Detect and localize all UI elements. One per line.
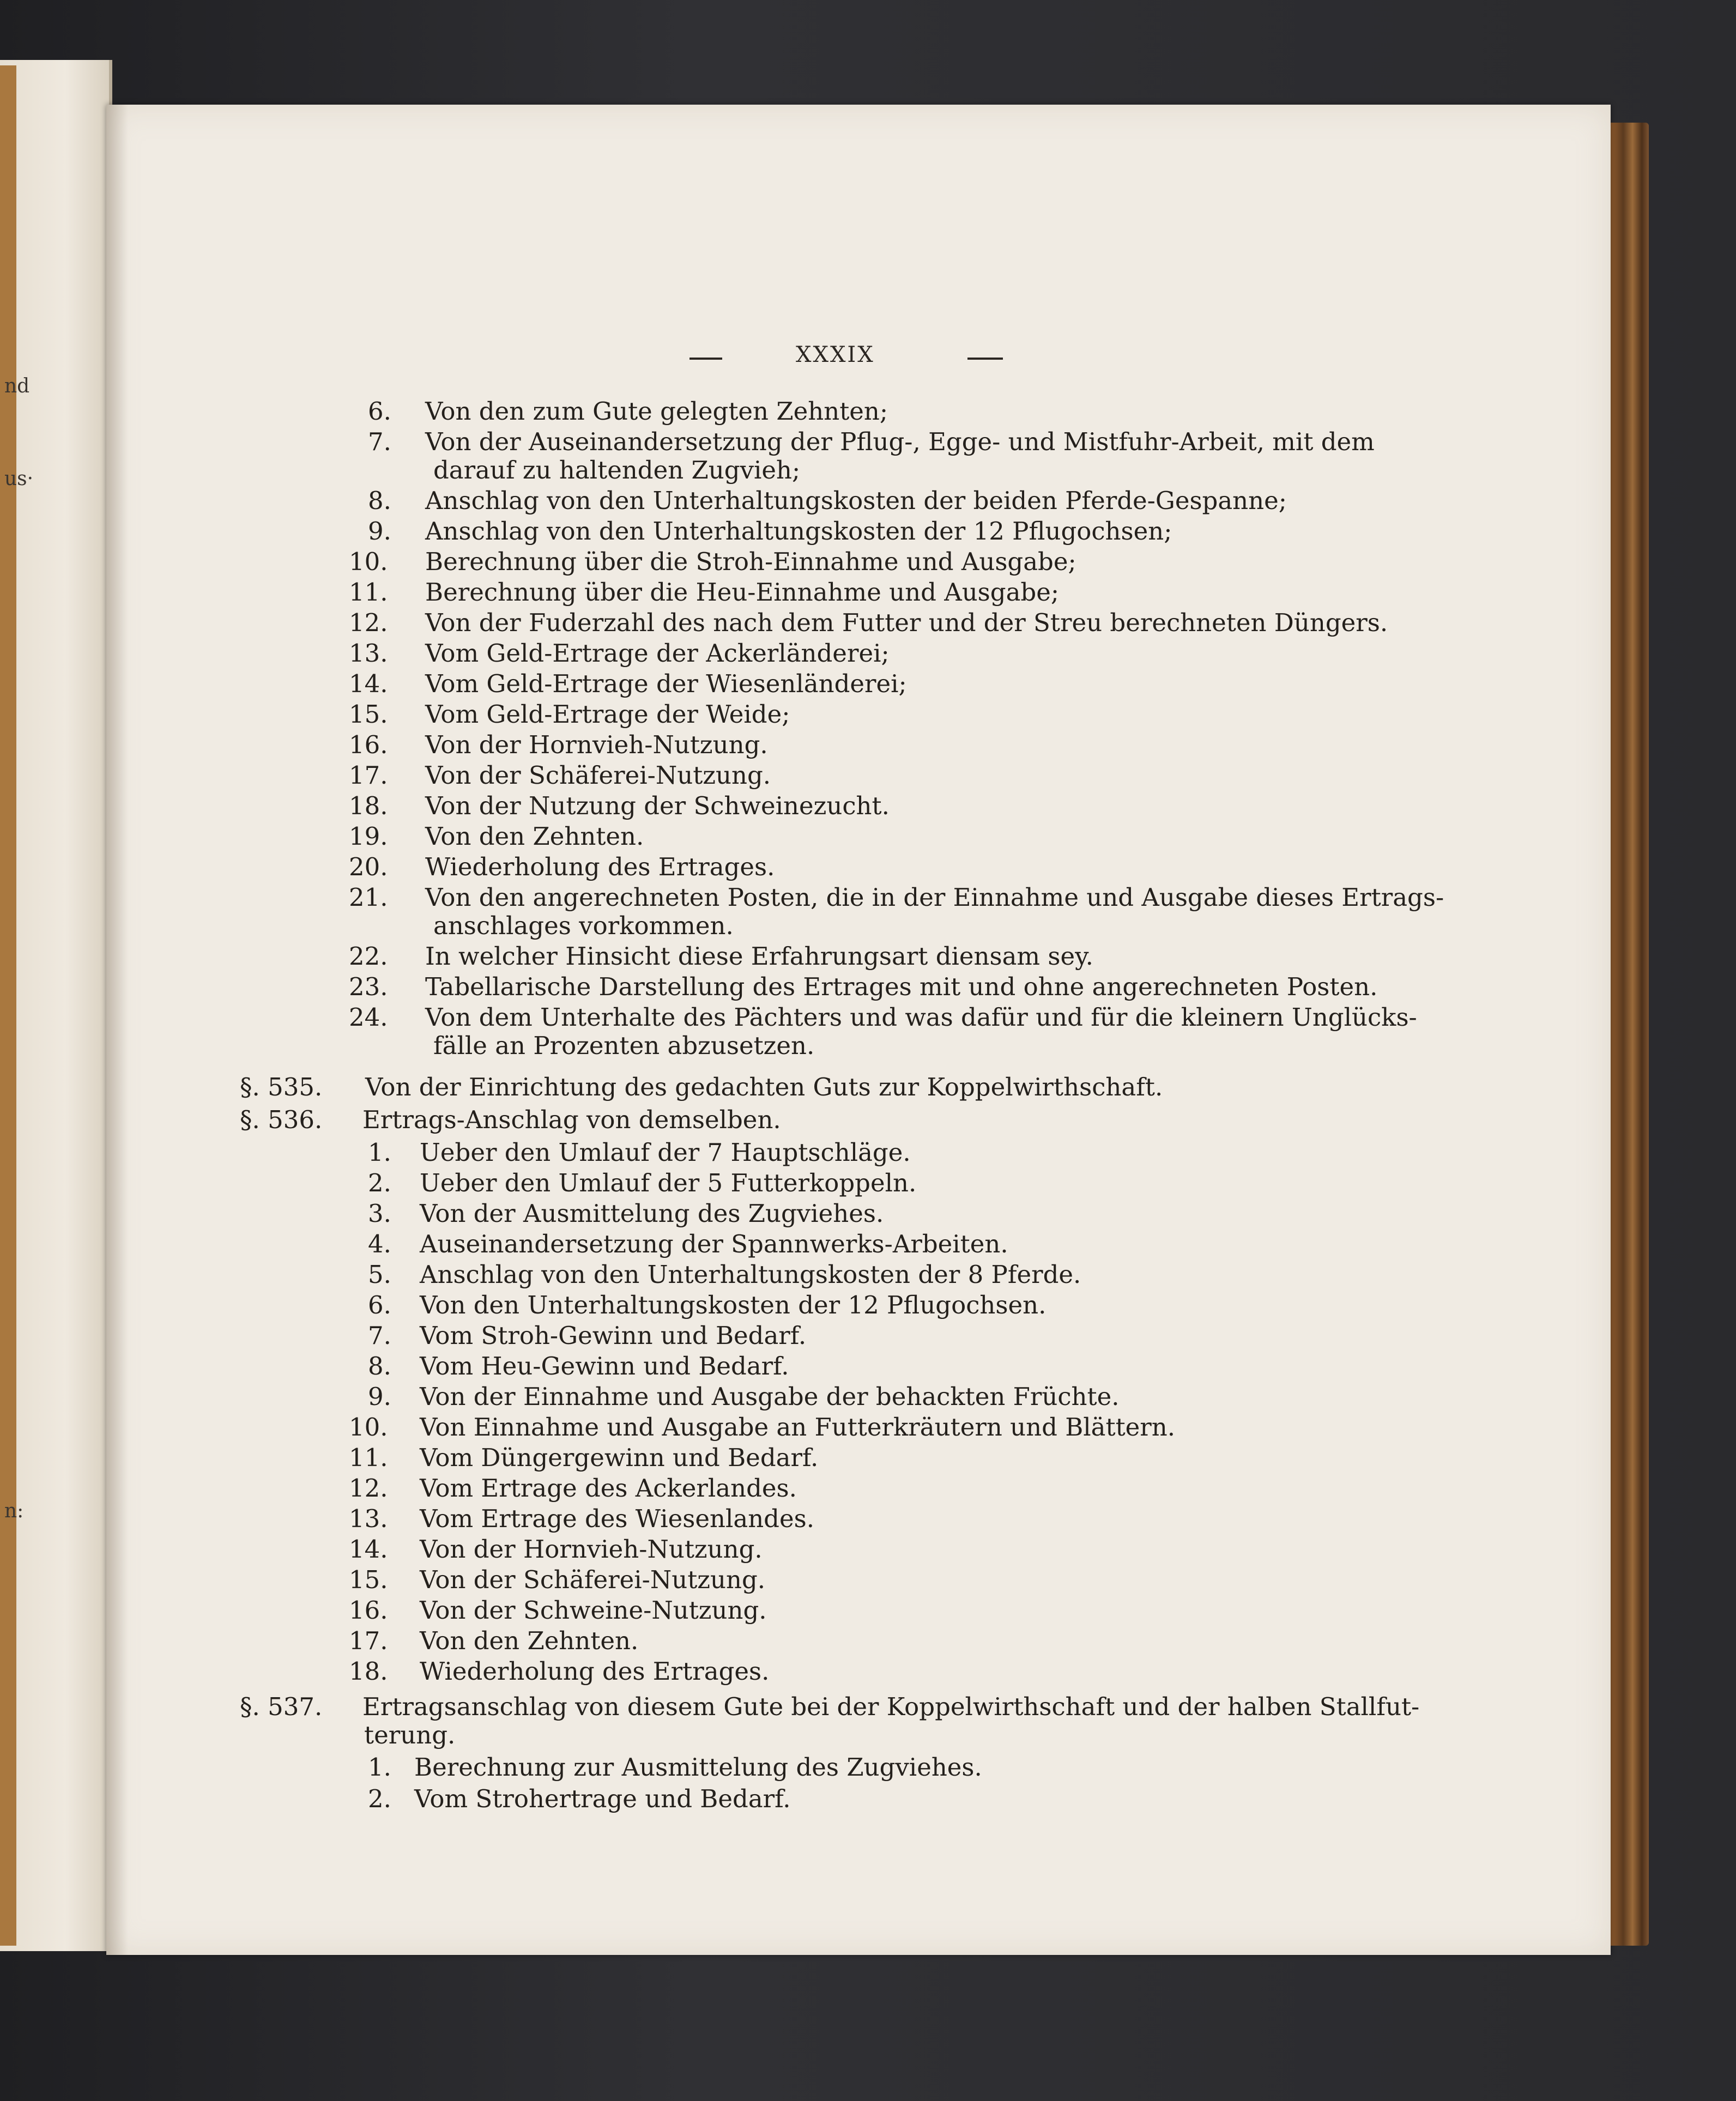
header-dash-left [689, 358, 722, 360]
list-item: Berechnung zur Ausmittelung des Zugviehes. [414, 1753, 982, 1782]
list-item: Von den Unterhaltungskosten der 12 Pflugochsen. [420, 1291, 1047, 1319]
list-item: Anschlag von den Unterhaltungskosten der 8 Pferde. [420, 1260, 1081, 1289]
list-item: Auseinandersetzung der Spannwerks-Arbeiten. [420, 1230, 1008, 1258]
list-item: In welcher Hinsicht diese Erfahrungsart diensam sey. [425, 942, 1093, 971]
section-title: Von der Einrichtung des gedachten Guts zur Koppelwirthschaft. [365, 1073, 1163, 1101]
list-item: Tabellarische Darstellung des Ertrages mit und ohne angerechneten Posten. [425, 972, 1378, 1001]
list-item: Von der Hornvieh-Nutzung. [420, 1535, 763, 1564]
left-page-fragment: n: [4, 1500, 24, 1522]
list-item-number: 11. [349, 1443, 388, 1472]
list-item-number: 15. [349, 1565, 388, 1594]
list-item-number: 18. [349, 791, 388, 820]
list-item: Berechnung über die Stroh-Einnahme und Ausgabe; [425, 547, 1076, 576]
gutter-shadow [106, 105, 128, 1955]
list-item-number: 12. [349, 1474, 388, 1503]
list-item-number: 17. [349, 1626, 388, 1655]
list-item-number: 7. [368, 427, 391, 456]
list-item-number: 11. [349, 578, 388, 607]
list-item-number: 24. [349, 1003, 388, 1032]
list-item-number: 13. [349, 1504, 388, 1533]
list-item-number: 23. [349, 972, 388, 1001]
list-item: Vom Ertrage des Ackerlandes. [420, 1474, 797, 1503]
list-item: Von den angerechneten Posten, die in der Einnahme und Ausgabe dieses Ertrags- [425, 883, 1444, 912]
list-item: Vom Geld-Ertrage der Ackerländerei; [425, 639, 890, 668]
list-item-number: 18. [349, 1657, 388, 1686]
list-item-number: 3. [368, 1199, 391, 1228]
list-item: Von den Zehnten. [420, 1626, 639, 1655]
list-item-number: 14. [349, 669, 388, 698]
list-item: Von der Schäferei-Nutzung. [425, 761, 771, 790]
list-item: Ueber den Umlauf der 7 Hauptschläge. [420, 1138, 911, 1167]
left-page-fragment: us· [4, 468, 34, 490]
list-item-continuation: anschlages vorkommen. [433, 911, 734, 940]
list-item: Von der Nutzung der Schweinezucht. [425, 791, 890, 820]
left-page-fragment: nd [4, 375, 30, 397]
section-label: §. 537. [240, 1692, 323, 1721]
left-cover-edge [0, 65, 16, 1946]
list-item-number: 9. [368, 517, 391, 546]
list-item-number: 1. [368, 1138, 391, 1167]
list-item-number: 7. [368, 1321, 391, 1350]
list-item: Von dem Unterhalte des Pächters und was dafür und für die kleinern Unglücks- [425, 1003, 1417, 1032]
section-label: §. 535. [240, 1073, 323, 1101]
list-item: Vom Heu-Gewinn und Bedarf. [420, 1352, 789, 1381]
list-item: Von der Schweine-Nutzung. [420, 1596, 767, 1625]
page-number: XXXIX [796, 342, 875, 367]
list-item: Ueber den Umlauf der 5 Futterkoppeln. [420, 1168, 917, 1197]
list-item-number: 14. [349, 1535, 388, 1564]
list-item: Vom Geld-Ertrage der Wiesenländerei; [425, 669, 907, 698]
list-item-number: 9. [368, 1382, 391, 1411]
list-item: Von Einnahme und Ausgabe an Futterkräutern und Blättern. [420, 1413, 1176, 1442]
list-item: Berechnung über die Heu-Einnahme und Ausgabe; [425, 578, 1060, 607]
list-item: Wiederholung des Ertrages. [420, 1657, 770, 1686]
list-item-number: 10. [349, 547, 388, 576]
list-item-number: 8. [368, 486, 391, 515]
list-item: Anschlag von den Unterhaltungskosten der beiden Pferde-Gespanne; [425, 486, 1287, 515]
list-item-number: 12. [349, 608, 388, 637]
list-item: Von der Schäferei-Nutzung. [420, 1565, 766, 1594]
list-item: Von der Fuderzahl des nach dem Futter und der Streu berechneten Düngers. [425, 608, 1388, 637]
list-item: Von der Auseinandersetzung der Pflug-, Egge- und Mistfuhr-Arbeit, mit dem [425, 427, 1375, 456]
list-item-number: 22. [349, 942, 388, 971]
list-item-number: 6. [368, 1291, 391, 1319]
left-page-edge [0, 60, 112, 1951]
list-item: Von der Einnahme und Ausgabe der behackten Früchte. [420, 1382, 1120, 1411]
list-item: Von den zum Gute gelegten Zehnten; [425, 397, 888, 426]
list-item-number: 6. [368, 397, 391, 426]
list-item: Wiederholung des Ertrages. [425, 852, 775, 881]
list-item: Vom Düngergewinn und Bedarf. [420, 1443, 819, 1472]
list-item-number: 17. [349, 761, 388, 790]
list-item-continuation: fälle an Prozenten abzusetzen. [433, 1031, 815, 1060]
section-title: Ertragsanschlag von diesem Gute bei der Koppelwirthschaft und der halben Stallfut- [362, 1692, 1420, 1721]
list-item: Vom Ertrage des Wiesenlandes. [420, 1504, 815, 1533]
list-item-number: 19. [349, 822, 388, 851]
section-label: §. 536. [240, 1105, 323, 1134]
list-item-number: 2. [368, 1168, 391, 1197]
section-title-continuation: terung. [364, 1721, 456, 1749]
list-item-number: 8. [368, 1352, 391, 1381]
list-item-number: 10. [349, 1413, 388, 1442]
list-item: Vom Strohertrage und Bedarf. [414, 1784, 791, 1813]
list-item-number: 2. [368, 1784, 391, 1813]
header-dash-right [967, 358, 1003, 360]
list-item-number: 15. [349, 700, 388, 729]
list-item-number: 21. [349, 883, 388, 912]
list-item-number: 16. [349, 730, 388, 759]
list-item-number: 4. [368, 1230, 391, 1258]
list-item-number: 20. [349, 852, 388, 881]
list-item: Vom Stroh-Gewinn und Bedarf. [420, 1321, 807, 1350]
list-item: Von der Ausmittelung des Zugviehes. [420, 1199, 884, 1228]
list-item: Von den Zehnten. [425, 822, 644, 851]
list-item-number: 5. [368, 1260, 391, 1289]
list-item: Anschlag von den Unterhaltungskosten der 12 Pflugochsen; [425, 517, 1172, 546]
list-item: Von der Hornvieh-Nutzung. [425, 730, 768, 759]
list-item-number: 1. [368, 1753, 391, 1782]
section-title: Ertrags-Anschlag von demselben. [362, 1105, 781, 1134]
list-item-continuation: darauf zu haltenden Zugvieh; [433, 456, 801, 485]
list-item-number: 13. [349, 639, 388, 668]
list-item-number: 16. [349, 1596, 388, 1625]
list-item: Vom Geld-Ertrage der Weide; [425, 700, 790, 729]
